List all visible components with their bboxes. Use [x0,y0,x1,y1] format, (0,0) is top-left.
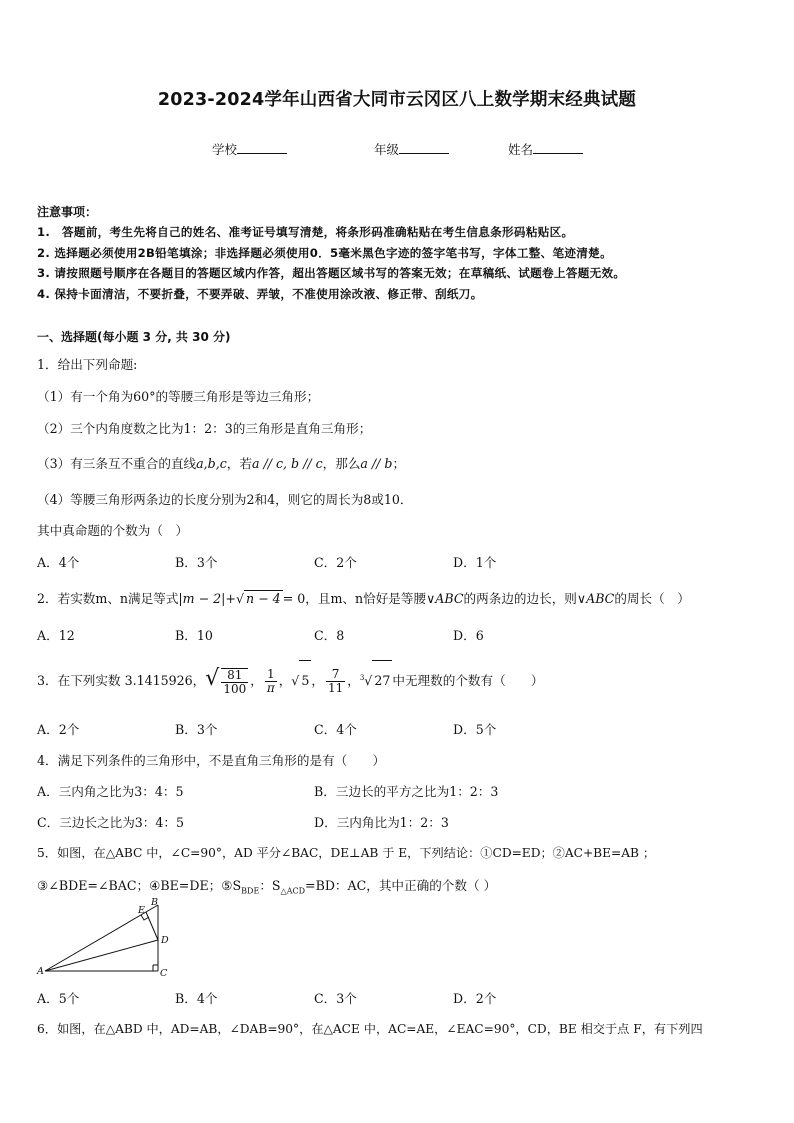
q2-text: 的周长（ ） [614,591,690,606]
q3-option-c: C．4个 [314,722,357,737]
label-a: A [37,966,44,977]
q2-plus: + [225,591,236,606]
q3-option-d: D．5个 [453,722,497,737]
note-item: 2. 选择题必须使用2B铅笔填涂；非选择题必须使用0．5毫米黑色字迹的签字笔书写，字体工整、笔迹清楚。 [37,246,612,260]
q2-sqrt-term: n − 4 [246,591,281,606]
q5-stem-line2: ③∠BDE=∠BAC；④BE=DE；$⑤S_{BDE}$：$S_{\triangle ACD}=BD$：AC，其中正确的个数（ ） [37,878,497,896]
q1-p3-cond: a // c, b // c [251,456,323,471]
q1-p3-text: ，若 [226,456,252,471]
q3-sqrt-sign: √ [205,666,220,692]
q3-cube-root: $^3$√ 27 [360,673,393,688]
q3-fraction-7-11: $\frac{7}{11}$ [327,667,344,696]
q2-equals: = 0 [282,591,306,606]
q6-stem: 6．如图，在△ABD 中，AD=AB，∠DAB=90°，在△ACE 中，AC=AE，∠EAC=90°，CD，BE 相交于点 F，有下列四 [37,1022,703,1036]
q2-option-b: B．10 [175,628,213,643]
q3-option-a: A．2个 [37,722,80,737]
note-item: 4. 保持卡面清洁，不要折叠，不要弄破、弄皱，不准使用涂改液、修正带、刮纸刀。 [37,287,483,301]
q5-option-b: B．4个 [175,991,218,1006]
label-c: C [160,968,168,979]
q2-sqrt-sign: √ [235,591,245,606]
note-item: 3. 请按照题号顺序在各题目的答题区域内作答，超出答题区域书写的答案无效；在草稿纸、试题卷上答题无效。 [37,266,626,280]
q2-text: 2．若实数m、n满足等式 [37,591,179,606]
grade-label: 年级 [374,142,400,157]
section-heading: 一、选择题(每小题 3 分, 共 30 分) [37,330,231,344]
q2-stem [37,588,690,607]
q1-p3-concl: a // b [360,456,393,471]
q2-option-c: C．8 [314,628,345,643]
label-e: E [138,905,145,916]
q1-proposition-1: （1）有一个角为60°的等腰三角形是等边三角形； [37,389,320,404]
q1-option-c: C．2个 [314,555,357,570]
q1-proposition-2: （2）三个内角度数之比为1：2：3的三角形是直角三角形； [37,421,372,436]
q1-stem: 1．给出下列命题: [37,357,138,372]
name-label: 姓名 [508,142,534,157]
q4-option-d: D．三内角比为1：2：3 [314,815,449,830]
q2-triangle: ∨ABC [576,591,615,606]
school-blank [237,141,287,154]
q5-triangle-figure [34,896,184,980]
grade-blank [399,141,449,154]
q1-ask: 其中真命题的个数为（ ） [37,523,189,538]
q1-option-d: D．1个 [453,555,497,570]
q2-abs-term: |m − 2| [178,591,226,606]
q1-p3-text: ； [392,456,406,471]
name-blank [533,141,583,154]
q3-text: 3．在下列实数 3.1415926， [37,673,206,689]
q1-proposition-4: （4）等腰三角形两条边的长度分别为2和4，则它的周长为8或10． [37,492,413,507]
q1-option-a: A．4个 [37,555,80,570]
school-label: 学校 [212,142,238,157]
notes-heading: 注意事项： [37,205,98,219]
q1-p3-text: （3）有三条互不重合的直线 [37,456,197,471]
q3-fraction-81-100: $\frac{81}{100}$ [223,667,247,696]
segment-ad [45,940,158,971]
label-b: B [151,897,158,908]
q5-option-d: D．2个 [453,991,497,1006]
q1-p3-lines: a,b,c [196,456,227,471]
q5-subscript: △ACD [280,886,306,896]
q4-option-a: A．三内角之比为3：4：5 [37,784,184,799]
q2-text: ，且m、n恰好是等腰 [305,591,427,606]
q3-text: 中无理数的个数有（ ） [392,673,544,689]
q2-text: 的两条边的边长，则 [463,591,577,606]
label-d: D [161,935,169,946]
q1-option-b: B．3个 [175,555,218,570]
q5-stem-line1: 5．如图，在△ABC 中，∠C=90°，AD 平分∠BAC，DE⊥AB 于 E，下列结论：①CD=ED；②AC+BE=AB ； [37,846,656,860]
q3-fraction-1-pi: $\frac{1}{\pi}$ [266,667,275,696]
q5-subscript: BDE [241,886,260,896]
note-item: 1. 答题前，考生先将自己的姓名、准考证号填写清楚，将条形码准确粘贴在考生信息条形码粘贴区。 [37,225,574,239]
name-field [508,140,583,158]
q4-option-b: B．三边长的平方之比为1：2：3 [314,784,499,799]
q5-option-c: C．3个 [314,991,357,1006]
q3-option-b: B．3个 [175,722,218,737]
q1-p3-text: ，那么 [322,456,361,471]
q2-option-a: A．12 [37,628,75,643]
q1-proposition-3 [37,453,405,472]
q2-triangle: ∨ABC [426,591,464,606]
q4-stem: 4．满足下列条件的三角形中，不是直角三角形的是有（ ） [37,753,386,768]
q5-option-a: A．5个 [37,991,80,1006]
q3-sqrt5: √ 5 [291,673,311,688]
q3-stem: 3．在下列实数 3.1415926，√ $\frac{81}{100}$ ， $\frac{1}{\pi}$ ，√ 5 ， $\frac{7}{11}$ ，$^3$√ 27 中无理数的个数有（ ） [37,658,543,701]
school-field [212,140,287,158]
page-title: 2023-2024学年山西省大同市云冈区八上数学期末经典试题 [157,90,637,110]
q2-option-d: D．6 [453,628,484,643]
segment-de [146,912,158,940]
grade-field [374,140,449,158]
q4-option-c: C．三边长之比为3：4：5 [37,815,185,830]
